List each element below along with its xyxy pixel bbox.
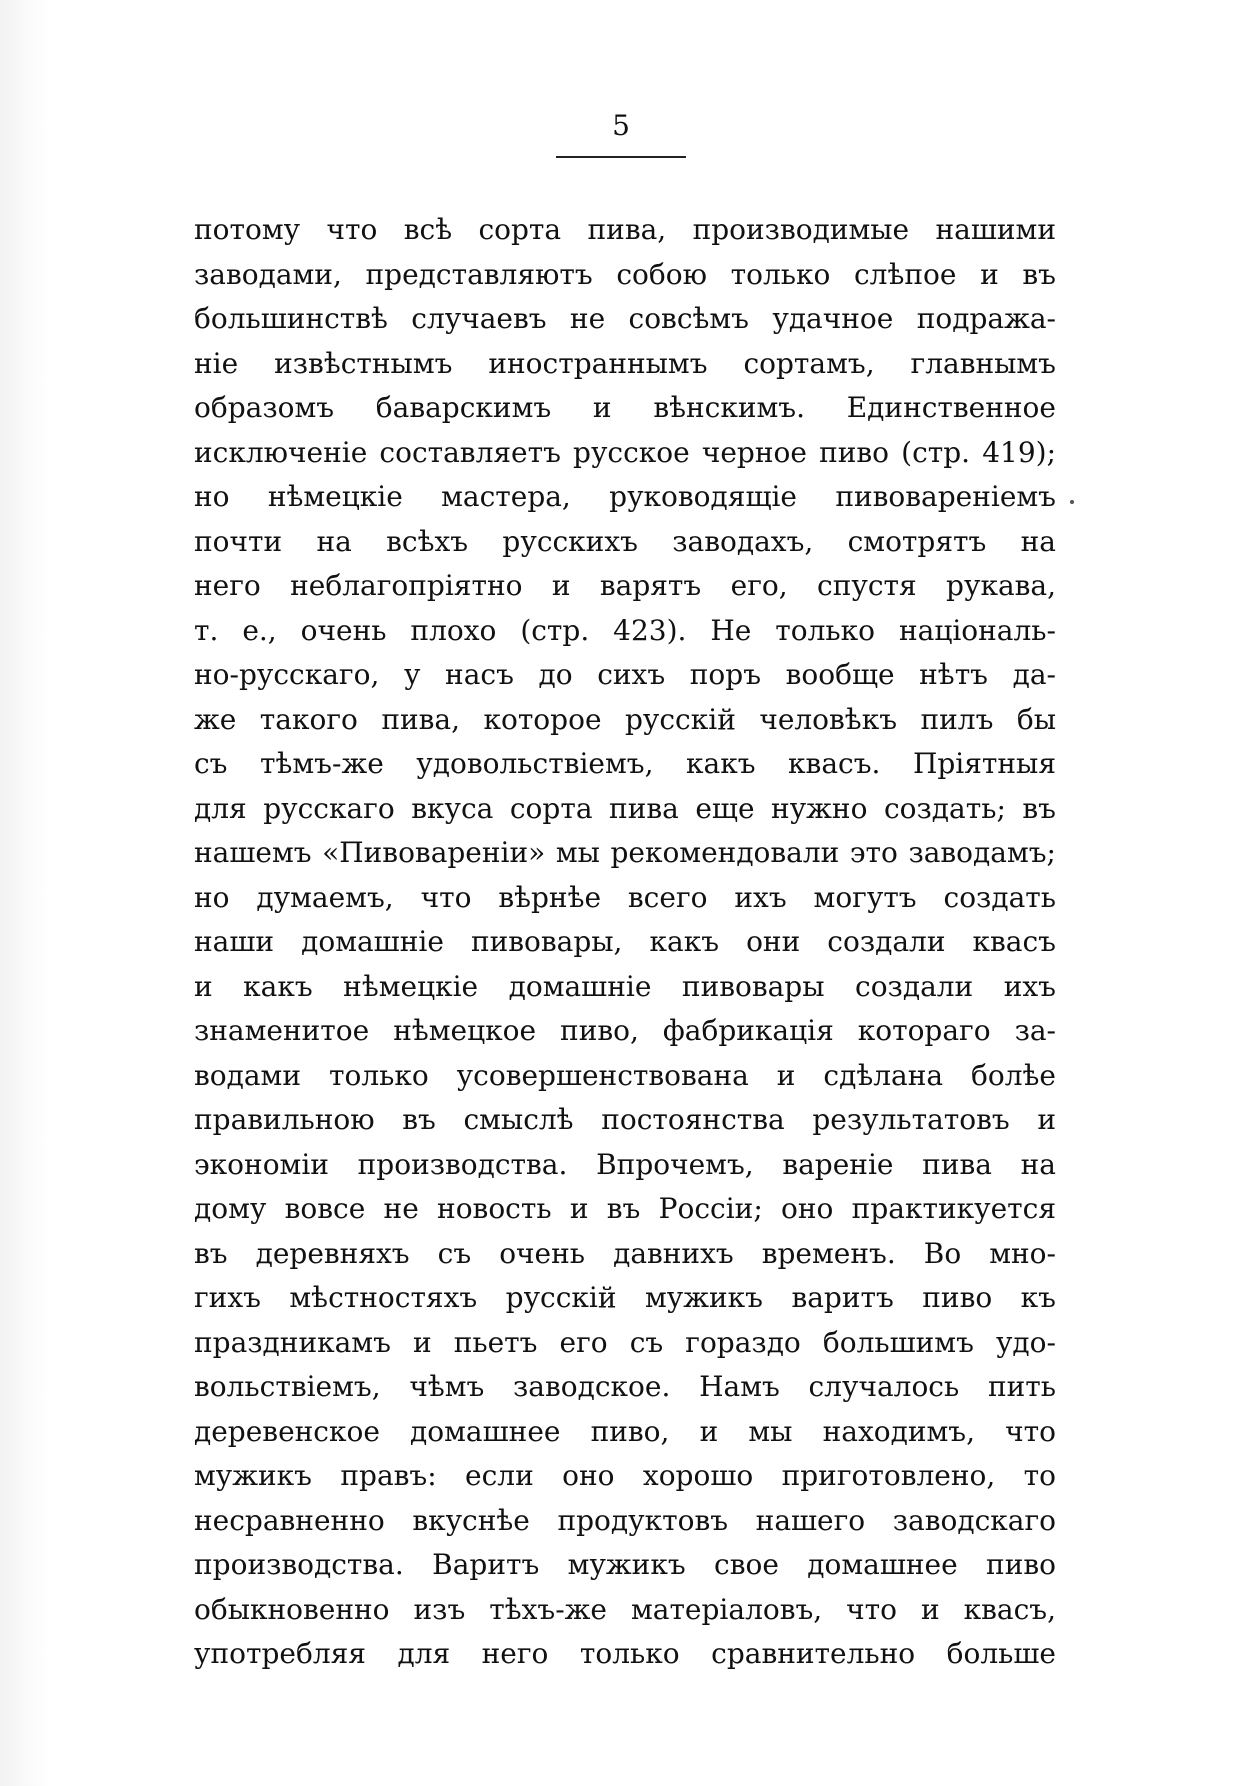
text-line: дому вовсе не новость и въ Россiи; оно практикуется [194,1192,1056,1225]
text-line: деревенское домашнее пиво, и мы находимъ, что [194,1414,1056,1448]
body-text [194,208,1056,1677]
text-line: заводами, представляютъ собою только слѣпое и въ [194,257,1056,291]
text-line: обыкновенно изъ тѣхъ-же матерiаловъ, что и квасъ, [194,1592,1056,1626]
text-line: но нѣмецкiе мастера, руководящiе пивоваренiемъ [194,480,1056,513]
text-line: потому что всѣ сорта пива, производимые нашими [194,213,1056,246]
text-line: но думаемъ, что вѣрнѣе всего ихъ могутъ создать [194,880,1056,914]
text-line: для русскаго вкуса сорта пива еще нужно создать; въ [194,791,1056,825]
text-line: гихъ мѣстностяхъ русскiй мужикъ варитъ пиво къ [194,1281,1056,1314]
text-line: исключенiе составляетъ русское черное пиво (стр. 419); [194,435,1056,469]
text-line: несравненно вкуснѣе продуктовъ нашего заводскаго [194,1503,1056,1537]
text-line: наши домашнiе пивовары, какъ они создали квасъ [194,925,1056,958]
text-line: т. е., очень плохо (стр. 423). Не только нацiональ- [194,613,1056,647]
text-line: большинствѣ случаевъ не совсѣмъ удачное подража- [194,302,1056,335]
text-line: него неблагопрiятно и варятъ его, спустя рукава, [194,569,1056,602]
text-line: экономiи производства. Впрочемъ, варенiе пива на [194,1147,1056,1181]
text-line: нiе извѣстнымъ иностраннымъ сортамъ, главнымъ [194,346,1056,380]
scan-margin-shadow [0,0,52,1786]
text-line: и какъ нѣмецкiе домашнiе пивовары создали ихъ [194,969,1056,1003]
scan-speck [1070,500,1074,504]
text-line: употребляя для него только сравнительно больше [194,1637,1056,1670]
text-line: нашемъ «Пивоваренiи» мы рекомендовали это заводамъ; [194,836,1056,869]
text-line: но-русскаго, у насъ до сихъ поръ вообще нѣтъ да- [194,658,1056,691]
text-line: правильною въ смыслѣ постоянства результатовъ и [194,1103,1056,1136]
page-number-rule [556,156,686,158]
text-line: знаменитое нѣмецкое пиво, фабрикацiя котораго за- [194,1014,1056,1047]
text-line: почти на всѣхъ русскихъ заводахъ, смотрятъ на [194,524,1056,558]
text-line: водами только усовершенствована и сдѣлана болѣе [194,1058,1056,1092]
text-line: вольствiемъ, чѣмъ заводское. Намъ случалось пить [194,1370,1056,1403]
text-line: производства. Варитъ мужикъ свое домашнее пиво [194,1548,1056,1581]
text-line: съ тѣмъ-же удовольствiемъ, какъ квасъ. Прiятныя [194,747,1056,780]
text-line: въ деревняхъ съ очень давнихъ временъ. Во мно- [194,1236,1056,1270]
page-number: 5 [612,109,630,142]
text-line: праздникамъ и пьетъ его съ гораздо большимъ удо- [194,1325,1056,1359]
text-line: же такого пива, которое русскiй человѣкъ пилъ бы [194,702,1056,736]
text-line: образомъ баварскимъ и вѣнскимъ. Единственное [194,391,1056,424]
text-line: мужикъ правъ: если оно хорошо приготовлено, то [194,1459,1056,1492]
